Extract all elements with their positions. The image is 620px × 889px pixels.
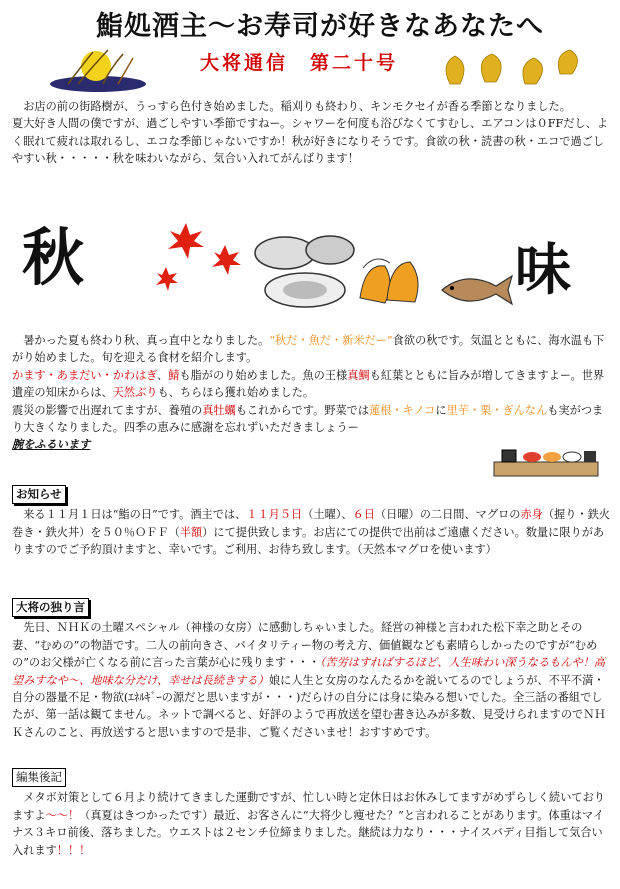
issue-subtitle: 大将通信 第二十号 — [200, 52, 399, 74]
ginkgo-leaves-illustration — [430, 44, 590, 94]
postscript-heading: 編集後記 — [12, 768, 66, 787]
chef-slogan: 腕をふるいます — [12, 437, 91, 452]
moon-rice-illustration — [48, 44, 148, 94]
sushi-platter-icon — [492, 440, 602, 480]
sea-bream-fish-icon — [436, 268, 516, 310]
intro-line-2: 夏大好き人間の僕ですが、過ごしやすい季節ですねー。シャワーを何度も浴びなくてすむし、エアコンは０FFだし、よく眠れて疲れは取れるし、エコな季節じゃないですか！秋が好きになりそうです。食欲の秋・読書の秋・エコで過ごしやすい秋・・・・・秋を味わいながら、気合い入れてがんばります！ — [12, 117, 609, 166]
page-title: 鮨処酒主〜お寿司が好きなあなたへ — [96, 11, 544, 42]
chief-heading: 大将の独り言 — [12, 598, 89, 617]
taste-brush-char: 味 — [515, 237, 571, 303]
autumn-section: 暑かった夏も終わり秋、真っ直中となりました。“秋だ・魚だ・新米だー”食欲の秋です。気温とともに、海水温も下がり始めました。旬を迎える食材を紹介します。 かます・あまだい・かわはぎ、鯖も脂がのり始めました。魚の王様真鯛も紅葉とともに旨みが増してきますよー。世界遺産の知床からは、天然ぶりも、ちらほら獲れ始めました。 震災の影響で出遅れてますが、養殖の真牡蠣もこれからです。野菜では蓮根・キノコに里芋・栗・ぎんなんも実がつまり大きくなりました。四季の恵みに感謝を忘れずいただきましょうー 腕をふるいます — [12, 332, 610, 454]
chief-section: 大将の独り言 先日、ＮＨＫの土曜スペシャル（神様の女房）に感動しちゃいました。経営の神様と言われた松下幸之助とその妻、“むめの”の物語です。二人の前向きさ、バイタリティー物の考え方、価値観なども素晴らしかったのですが“むめの”のお父様が亡くなる前に言った言葉が心に残ります・・・（苦労はすればするほど、人生味わい深うなるもんや！高望みすなや〜、地味な分だけ、幸せは長続きする）娘に人生と女房のなんたるかを説いてるのでしょうが、不平不満・自分の器量不足・物欲(ｴﾈﾙｷﾞｰの源だと思いますが・・・)だらけの自分には身に染みる想いでした。全三話の番組でしたが、第一話は観てません。ネットで調べると、好評のようで再放送を望む書き込みが多数、見受けられますのでＮＨＫさんのこと、再放送すると思いますので是非、ご覧くださいませ！おすすめです。 — [12, 600, 606, 739]
maple-leaves-icon — [150, 215, 250, 295]
notice-heading: お知らせ — [12, 485, 66, 504]
autumn-brush-char: 秋 — [22, 221, 85, 294]
intro-line-1: お店の前の街路樹が、うっすら色付き始めました。稲刈りも終わり、キンモクセイが香る季節となりました。 — [12, 100, 571, 113]
oysters-icon — [250, 228, 360, 313]
chestnuts-icon — [355, 248, 425, 308]
notice-section: お知らせ 来る１１月１日は“鮨の日”です。酒主では、１１月５日（土曜）、６日（日曜）の二日間、マグロの赤身（握り・鉄火巻き・鉄火丼）を５０％ＯＦＦ（半額）にて提供致します。お店にての提供で出前はご遠慮ください。数量に限りがありますのでご予約頂けますと、幸いです。ご利用、お待ち致します。（天然本マグロを使います） — [12, 487, 610, 557]
postscript-section: 編集後記 メタボ対策として６月より続けてきました運動ですが、忙しい時と定休日はお休みしてますがめずらしく続いておりますよ〜〜！（真夏はきつかったです）最近、お客さんに“大将少し痩せた？”と言われることがあります。体重はマイナス３キロ前後、落ちました。ウエストは２センチ位締まりました。継続は力なり・・・ナイスバディ目指して気合い入れます！！！ — [12, 770, 605, 857]
